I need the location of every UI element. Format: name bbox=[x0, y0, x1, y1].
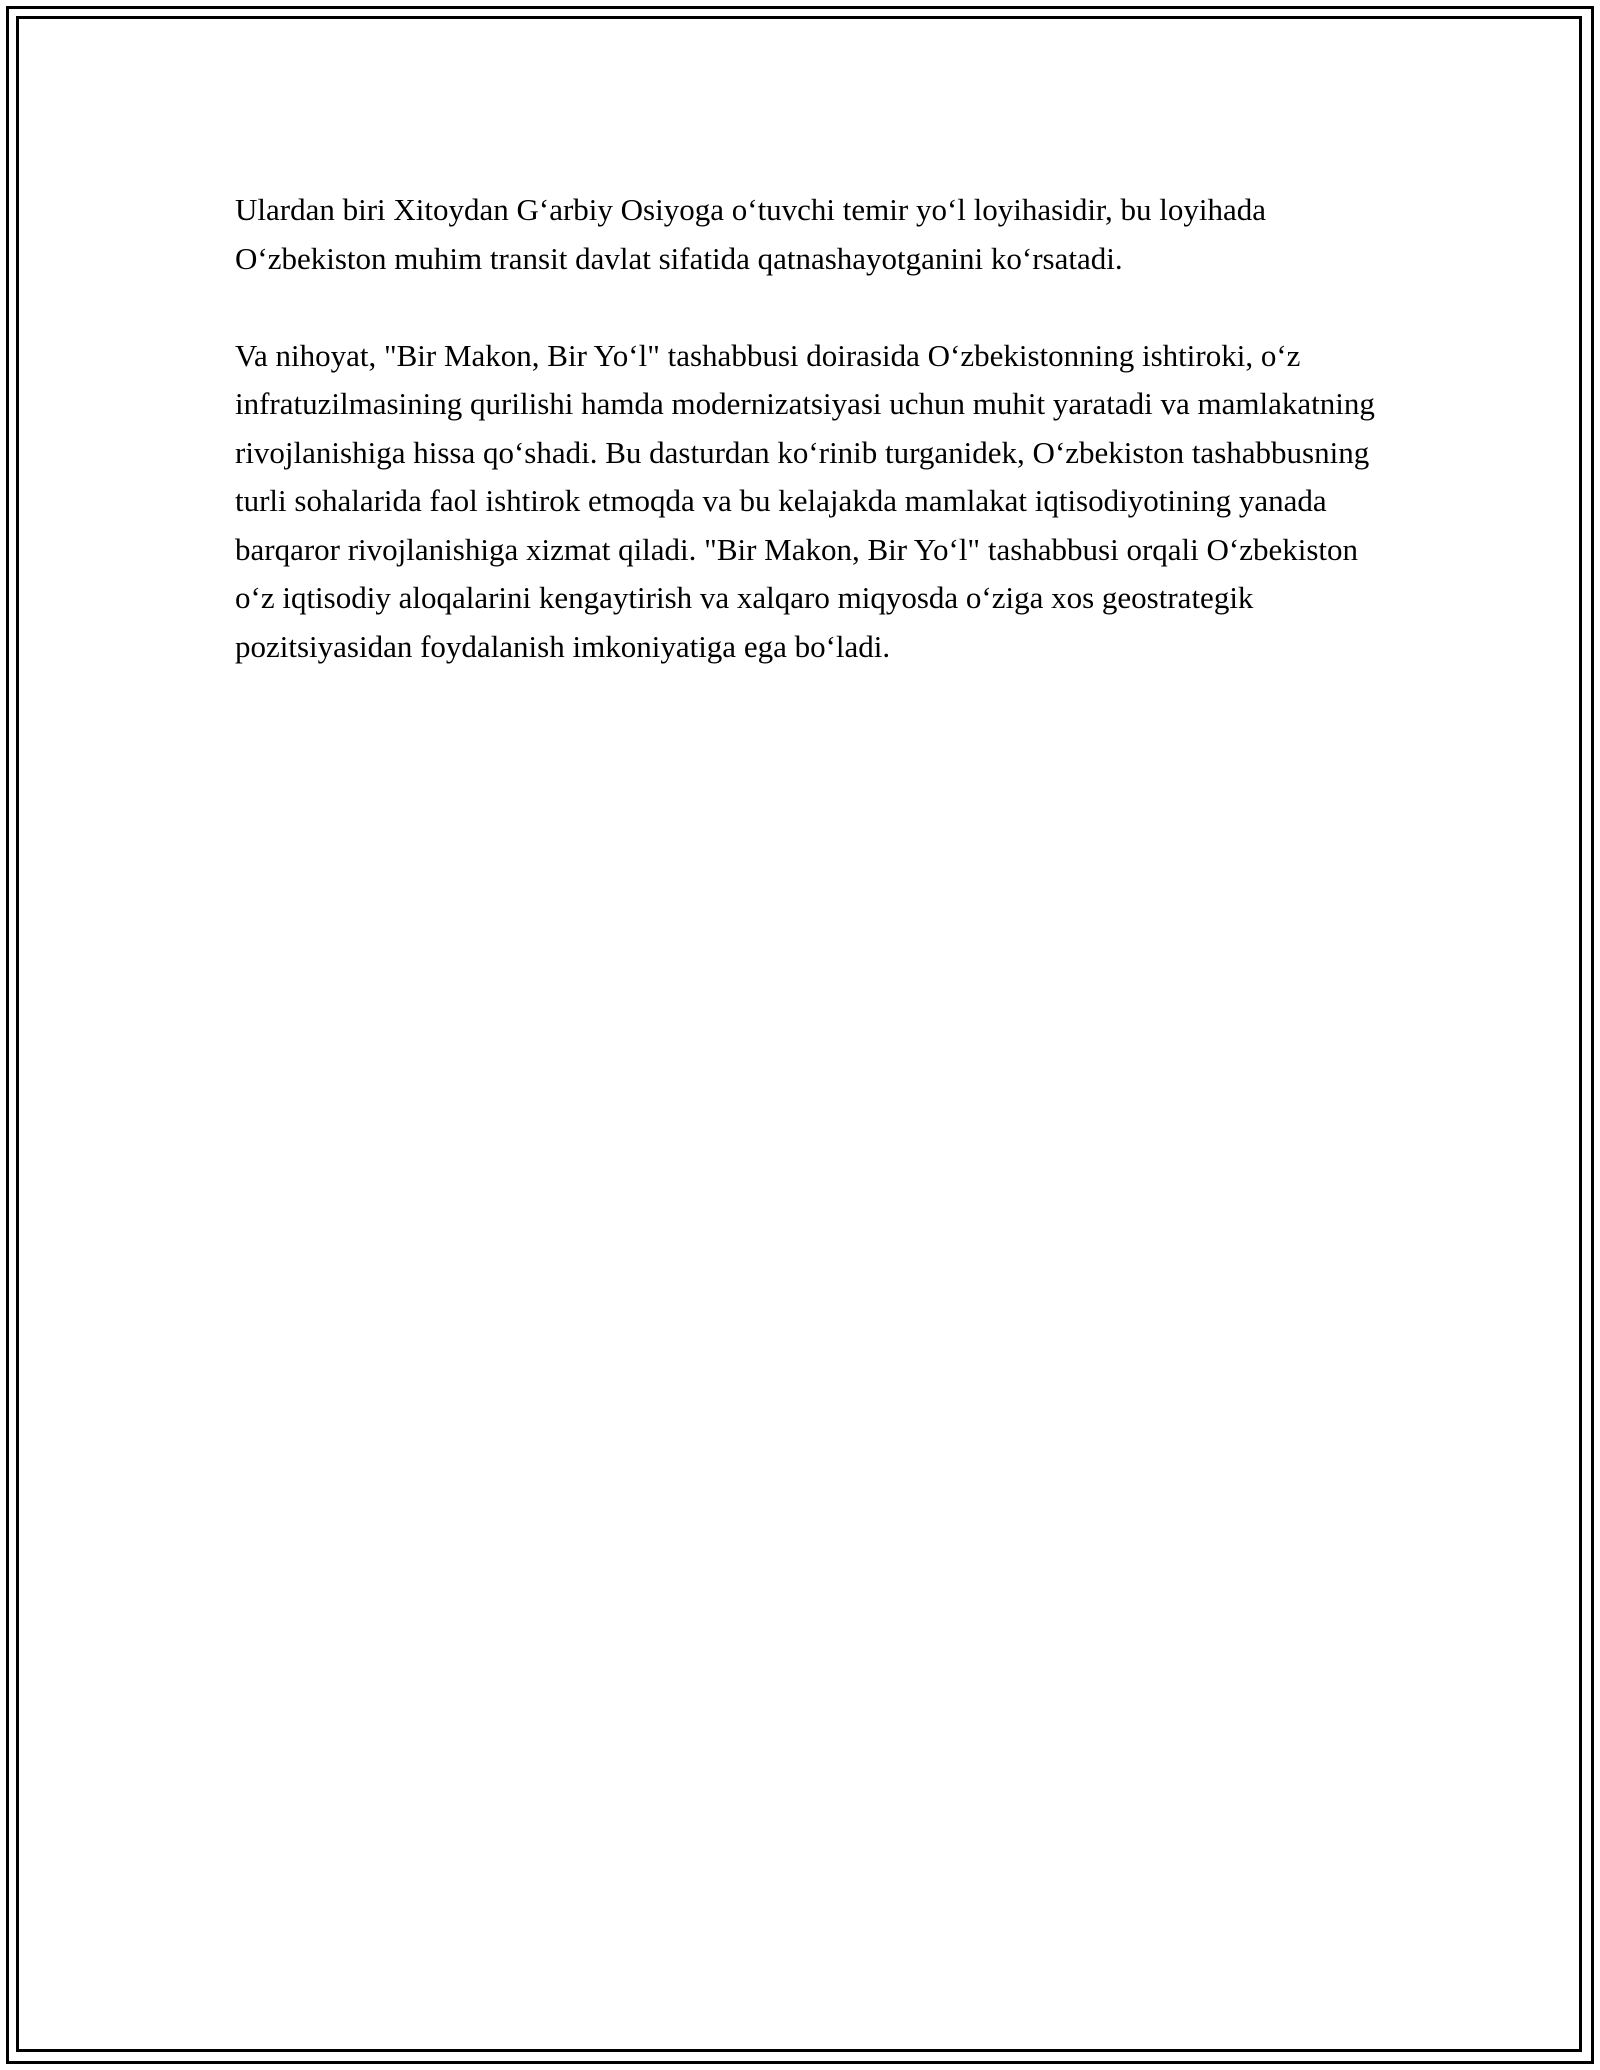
document-body bbox=[235, 186, 1385, 671]
paragraph-belt-and-road: Va nihoyat, "Bir Makon, Bir Yo‘l" tashabbusi doirasida O‘zbekistonning ishtiroki, o‘z infratuzilmasining qurilishi hamda modernizatsiyasi uchun muhit yaratadi va mamlakatning rivojlanishiga hissa qo‘shadi. Bu dasturdan ko‘rinib turganidek, O‘zbekiston tashabbusning turli sohalarida faol ishtirok etmoqda va bu kelajakda mamlakat iqtisodiyotining yanada barqaror rivojlanishiga xizmat qiladi. "Bir Makon, Bir Yo‘l" tashabbusi orqali O‘zbekiston o‘z iqtisodiy aloqalarini kengaytirish va xalqaro miqyosda o‘ziga xos geostrategik pozitsiyasidan foydalanish imkoniyatiga ega bo‘ladi. bbox=[235, 337, 1375, 664]
paragraph-transit-railway: Ulardan biri Xitoydan G‘arbiy Osiyoga o‘tuvchi temir yo‘l loyihasidir, bu loyihada O‘zbekiston muhim transit davlat sifatida qatnashayotganini ko‘rsatadi. bbox=[235, 192, 1267, 276]
